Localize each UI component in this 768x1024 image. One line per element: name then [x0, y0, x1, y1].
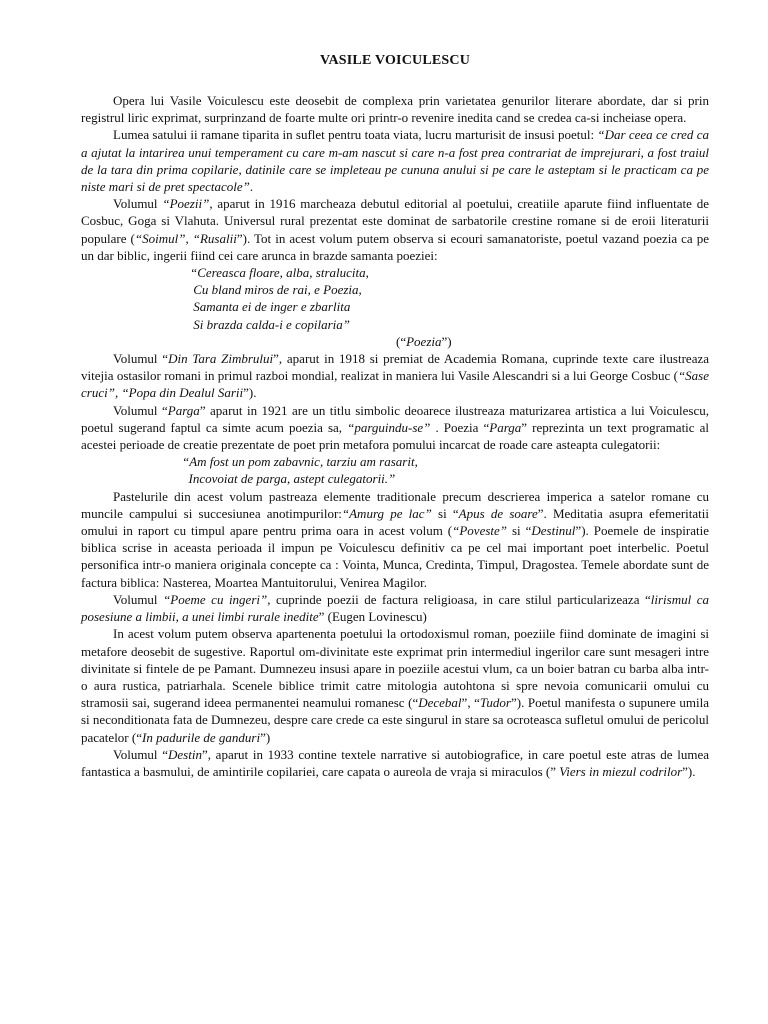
poem-title: Apus de soare: [458, 505, 538, 521]
volume-title-zimbrului: Din Tara Zimbrului: [168, 351, 274, 367]
poem-title: In padurile de ganduri: [141, 729, 261, 745]
text-fragment: Volumul “: [113, 402, 168, 418]
poem-title: Viers in miezul codrilor: [559, 763, 683, 779]
text-fragment: ”, aparut in 1933 contine textele narrative si autobiografice, in care poetul este atras de lumea fantastica a basmului, de amintirile copilariei, care capata o aureola de vraja si miraculos (”: [81, 746, 709, 779]
paragraph-destin: [81, 746, 709, 780]
paragraph-intro: Opera lui Vasile Voiculescu este deosebit de complexa prin varietatea genurilor literare abordate, dar si prin registrul liric exprimat, surprinzand de foarte multe ori printr-o revenire inedita cand se credea ca-si incheiase opera.: [81, 93, 709, 126]
text-fragment: , cuprinde poezii de factura religioasa, in care stilul particularizeaza “: [267, 591, 651, 607]
text-fragment: In acest volum putem observa apartenenta poetului la ortodoxismul roman, poeziile fiind dominate de imagini si metafore deosebit de sugestive. Raportul om-divinitate este exprimat prin intermediul ingerilor care sunt mesageri intre divinitate si fintele de pe Pamant. Dumnezeu insusi apare in poeziile acestui vlum, ca un boier batran cu barba alba intr-o aura rustica, patriarhala. Scenele biblice trimit catre mitologia autohtona si spre nevoia comunicarii omului cu stramosii sai, sugerand ideea permanentei neamului romanesc (“: [81, 626, 709, 711]
paragraph-parga: [81, 402, 709, 454]
paragraph-poeme-cu-ingeri: [81, 591, 709, 625]
poem-title: “Poveste”: [452, 523, 508, 539]
text-fragment: ”). Poemele de inspiratie biblica scrise in aceasta perioada il impun pe Voiculescu definitiv ca pe cel mai important poet interbelic. Poetul personifica intr-o maniera originala concepte ca : Vointa, Munca, Credinta, Timpul, Dragostea. Temele abordate sunt de factura biblica: Nasterea, Moartea Mantuitorului, Venirea Magilor.: [81, 523, 709, 590]
text-fragment: Volumul “: [113, 351, 169, 367]
text-fragment: Pastelurile din acest volum pastreaza elemente traditionale precum descrierea imperica a satelor romane cu muncile campului si succesiunea anotimpurilor:: [81, 488, 709, 521]
poem-title: Tudor: [479, 695, 511, 711]
document-title: VASILE VOICULESCU: [319, 53, 471, 68]
paragraph-village-end: .: [249, 179, 254, 195]
verse-line: “Cereasca floare, alba, stralucita,: [190, 265, 369, 281]
text-fragment: ”, “: [461, 695, 480, 711]
quote-parguindu-se: “parguindu-se”: [347, 419, 431, 435]
text-fragment: . Poezia “: [430, 419, 490, 435]
lovinescu-quote: lirismul ca posesiune a limbii, a unei limbi rurale inedite: [81, 591, 709, 625]
text-fragment: , aparut in 1916 marcheaza debutul editorial al poetului, creatiile aparute fiind influentate de Cosbuc, Goga si Vlahuta. Universul rural prezentat este dominat de sarbatorile crestine romane si de eroii literaturii populare (: [81, 196, 709, 246]
poem-titles: “Sase cruci”, “Popa din Dealul Sarii: [81, 368, 709, 401]
paragraph-pasteluri: [81, 488, 709, 591]
text-fragment: ”).: [243, 385, 257, 401]
text-fragment: ”).: [682, 763, 696, 779]
poem-title: Destinul: [531, 523, 576, 539]
paragraph-zimbrului: [81, 350, 709, 402]
text-fragment: Volumul “: [113, 746, 169, 762]
verse-line: Samanta ei de inger e zbarlita: [190, 299, 351, 315]
text-fragment: ” aparut in 1921 are un titlu simbolic deoarece ilustreaza maturizarea artistica a lui Voiculescu, poetul sugerand faptul ca simte acum poezia sa,: [81, 402, 709, 435]
text-fragment: Volumul: [113, 196, 163, 212]
text-fragment: ”). Tot in acest volum putem observa si ecouri samanatoriste, poetul vazand poezia ca pe un dar biblic, ingerii fiind cei care arunca in brazde samanta poeziei:: [81, 230, 710, 263]
verse-block-poezia: [81, 264, 709, 350]
text-fragment: ” (Eugen Lovinescu): [318, 609, 427, 625]
text-fragment: si “: [507, 523, 532, 539]
text-fragment: ” reprezinta un text programatic al acestei perioade de creatie prezentate de poet prin metafora pomului incarcat de roade care asteapta culegatorii:: [81, 419, 710, 453]
poem-title: “Amurg pe lac”: [341, 505, 432, 521]
volume-title-poezii: “Poezii”: [162, 196, 210, 212]
paragraph-village: [81, 126, 709, 195]
text-fragment: ”). Poetul manifesta o supunere umila si neconditionata fata de Dumnezeu, despre care crede ca este singurul in stare sa ocroteasca sufletul omului de pericolul pacatelor (“: [81, 695, 709, 745]
text-fragment: si “: [431, 505, 459, 521]
text-fragment: ”. Meditatia asupra efemeritatii omului in raport cu timpul apare pentru prima oara in acest volum (: [81, 505, 709, 539]
volume-title-parga: Parga: [167, 402, 200, 418]
paragraph-village-text: Lumea satului ii ramane tiparita in suflet pentru toata viata, lucru marturisit de insusi poetul:: [113, 127, 598, 143]
paragraph-ortodoxism: [81, 625, 709, 745]
verse-source: [81, 333, 709, 350]
poem-title-rusalii: “Rusalii: [192, 230, 237, 246]
text-fragment: ”): [441, 333, 452, 349]
text-fragment: ,: [185, 230, 193, 246]
text-fragment: (“: [396, 333, 407, 349]
verse-block-parga: [81, 453, 709, 487]
poem-title-poezia: Poezia: [406, 333, 442, 349]
text-fragment: ”, aparut in 1918 si premiat de Academia Romana, cuprinde texte care ilustreaza vitejia ostasilor romani in primul razboi mondial, realizat in maniera lui Vasile Alescandri si a lui George Cosbuc (: [81, 351, 709, 384]
paragraph-poezii: [81, 195, 709, 264]
volume-title-poeme: “Poeme cu ingeri”: [163, 591, 268, 607]
poet-quote: “Dar ceea ce cred ca a ajutat la intarirea unui temperament cu care m-am nascut si care n-a fost prea contrariat de imprejurari, a fost traiul de la tara din prima copilarie, datinile care se impleteau pe cununa anului si pe care le asteptam si le practicam ca pe niste mari si de pret spectacole”: [81, 127, 709, 195]
poem-title: Decebal: [418, 695, 462, 711]
verse-line: Incovoiat de parga, astept culegatorii.”: [182, 471, 396, 487]
verse-line: Cu bland miros de rai, e Poezia,: [190, 282, 362, 298]
volume-title-destin: Destin: [168, 746, 202, 762]
poem-title-parga: Parga: [489, 419, 522, 435]
poem-title-soimul: “Soimul”: [134, 230, 186, 246]
verse-line: Si brazda calda-i e copilaria”: [190, 316, 350, 332]
text-fragment: ”): [260, 729, 271, 745]
text-fragment: Volumul: [113, 591, 164, 607]
verse-line: “Am fost un pom zabavnic, tarziu am rasarit,: [182, 454, 418, 470]
